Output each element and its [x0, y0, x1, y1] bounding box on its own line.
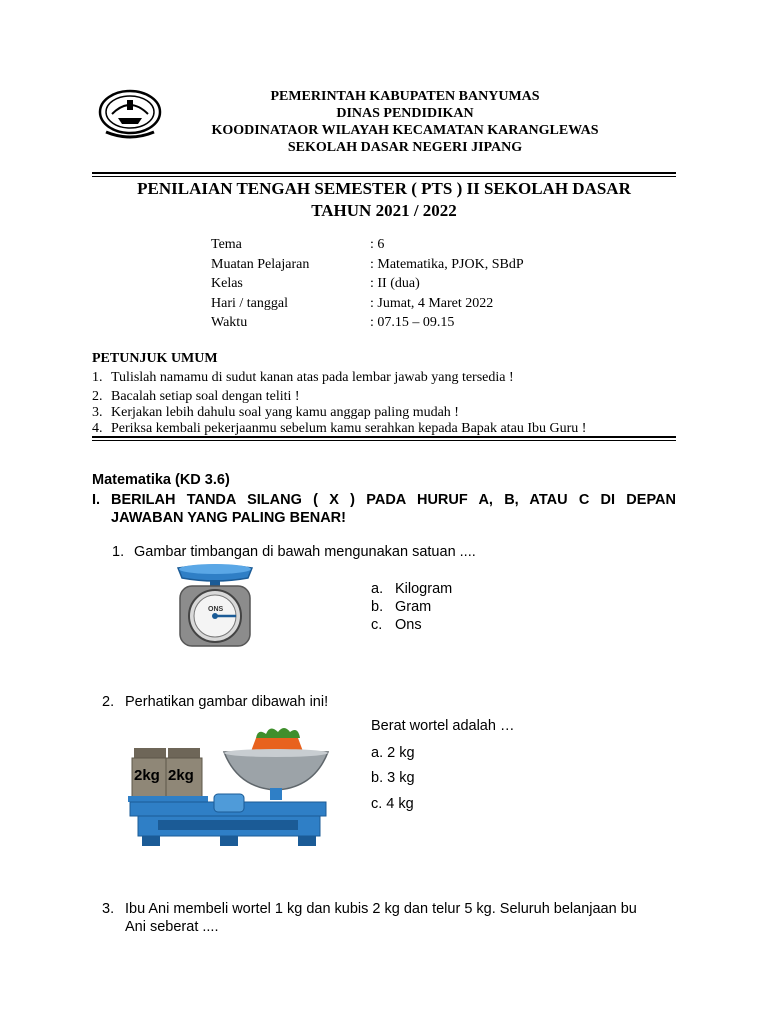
balance-scale-image: [128, 722, 330, 848]
instruction-text: Periksa kembali pekerjaanmu sebelum kamu serahkan kepada Bapak atau Ibu Guru !: [111, 421, 587, 436]
instructions-divider-thin: [92, 440, 676, 441]
question-3-line2: Ani seberat ....: [125, 919, 219, 935]
question-text: Perhatikan gambar dibawah ini!: [125, 694, 329, 710]
letterhead-department: DINAS PENDIDIKAN: [336, 106, 474, 121]
instruction-number: 4.: [92, 421, 103, 436]
scale-unit-label: ONS: [208, 606, 224, 613]
answer-option[interactable]: [371, 598, 431, 616]
instruction-number: 1.: [92, 370, 103, 385]
info-label: Muatan Pelajaran: [211, 257, 310, 272]
question-2-prompt: Berat wortel adalah …: [371, 718, 515, 734]
subject-heading: Matematika (KD 3.6): [92, 472, 230, 488]
letterhead-school: SEKOLAH DASAR NEGERI JIPANG: [287, 140, 523, 155]
weight-label: 2kg: [134, 767, 160, 784]
question-number: 3.: [102, 901, 115, 917]
general-instructions-heading: PETUNJUK UMUM: [92, 351, 218, 366]
instruction-number: 3.: [92, 405, 103, 420]
question-2: [102, 694, 328, 710]
answer-option[interactable]: c. 4 kg: [371, 796, 414, 812]
info-label: Hari / tanggal: [211, 296, 288, 311]
info-value: : 07.15 – 09.15: [370, 315, 455, 330]
info-label: Waktu: [211, 315, 248, 330]
ons-scale-image: [172, 562, 258, 650]
option-letter: a.: [371, 581, 384, 597]
answer-option[interactable]: b. 3 kg: [371, 770, 415, 786]
instructions-divider-thick: [92, 436, 676, 438]
info-value: : Jumat, 4 Maret 2022: [370, 296, 494, 311]
instruction-number: 2.: [92, 389, 103, 404]
question-number: 1.: [112, 544, 125, 560]
question-number: 2.: [102, 694, 115, 710]
info-value: : II (dua): [370, 276, 420, 291]
letterhead-coordinator: KOODINATAOR WILAYAH KECAMATAN KARANGLEWAS: [211, 123, 599, 138]
question-1: [112, 544, 476, 560]
info-value: : Matematika, PJOK, SBdP: [370, 257, 524, 272]
header-divider-thick: [92, 172, 676, 174]
exam-year: TAHUN 2021 / 2022: [311, 201, 457, 220]
info-label: Tema: [211, 237, 242, 252]
answer-option[interactable]: a. 2 kg: [371, 745, 415, 761]
instruction-text: Bacalah setiap soal dengan teliti !: [111, 389, 300, 404]
section-instruction-line1: BERILAH TANDA SILANG ( X ) PADA HURUF A, B, ATAU C DI DEPAN: [111, 492, 676, 508]
weight-label: 2kg: [168, 767, 194, 784]
question-3: [102, 901, 637, 917]
letterhead-government: PEMERINTAH KABUPATEN BANYUMAS: [270, 89, 540, 104]
info-value: : 6: [370, 237, 385, 252]
section-instruction-line2: JAWABAN YANG PALING BENAR!: [111, 510, 346, 526]
section-instruction-number: I.: [92, 492, 101, 508]
instruction-text: Kerjakan lebih dahulu soal yang kamu anggap paling mudah !: [111, 405, 459, 420]
question-text-line1: Ibu Ani membeli wortel 1 kg dan kubis 2 kg dan telur 5 kg. Seluruh belanjaan bu: [125, 901, 637, 917]
exam-title: PENILAIAN TENGAH SEMESTER ( PTS ) II SEKOLAH DASAR: [137, 179, 631, 198]
header-divider-thin: [92, 176, 676, 177]
answer-option[interactable]: [371, 580, 452, 598]
instruction-text: Tulislah namamu di sudut kanan atas pada lembar jawab yang tersedia !: [111, 370, 514, 385]
instruction-item: [92, 368, 514, 387]
option-letter: b.: [371, 599, 384, 615]
question-text: Gambar timbangan di bawah mengunakan satuan ....: [134, 544, 476, 560]
option-text: Ons: [395, 617, 422, 633]
answer-option[interactable]: [371, 616, 422, 634]
option-letter: c.: [371, 617, 383, 633]
info-label: Kelas: [211, 276, 243, 291]
option-text: Gram: [395, 599, 432, 615]
option-text: Kilogram: [395, 581, 453, 597]
